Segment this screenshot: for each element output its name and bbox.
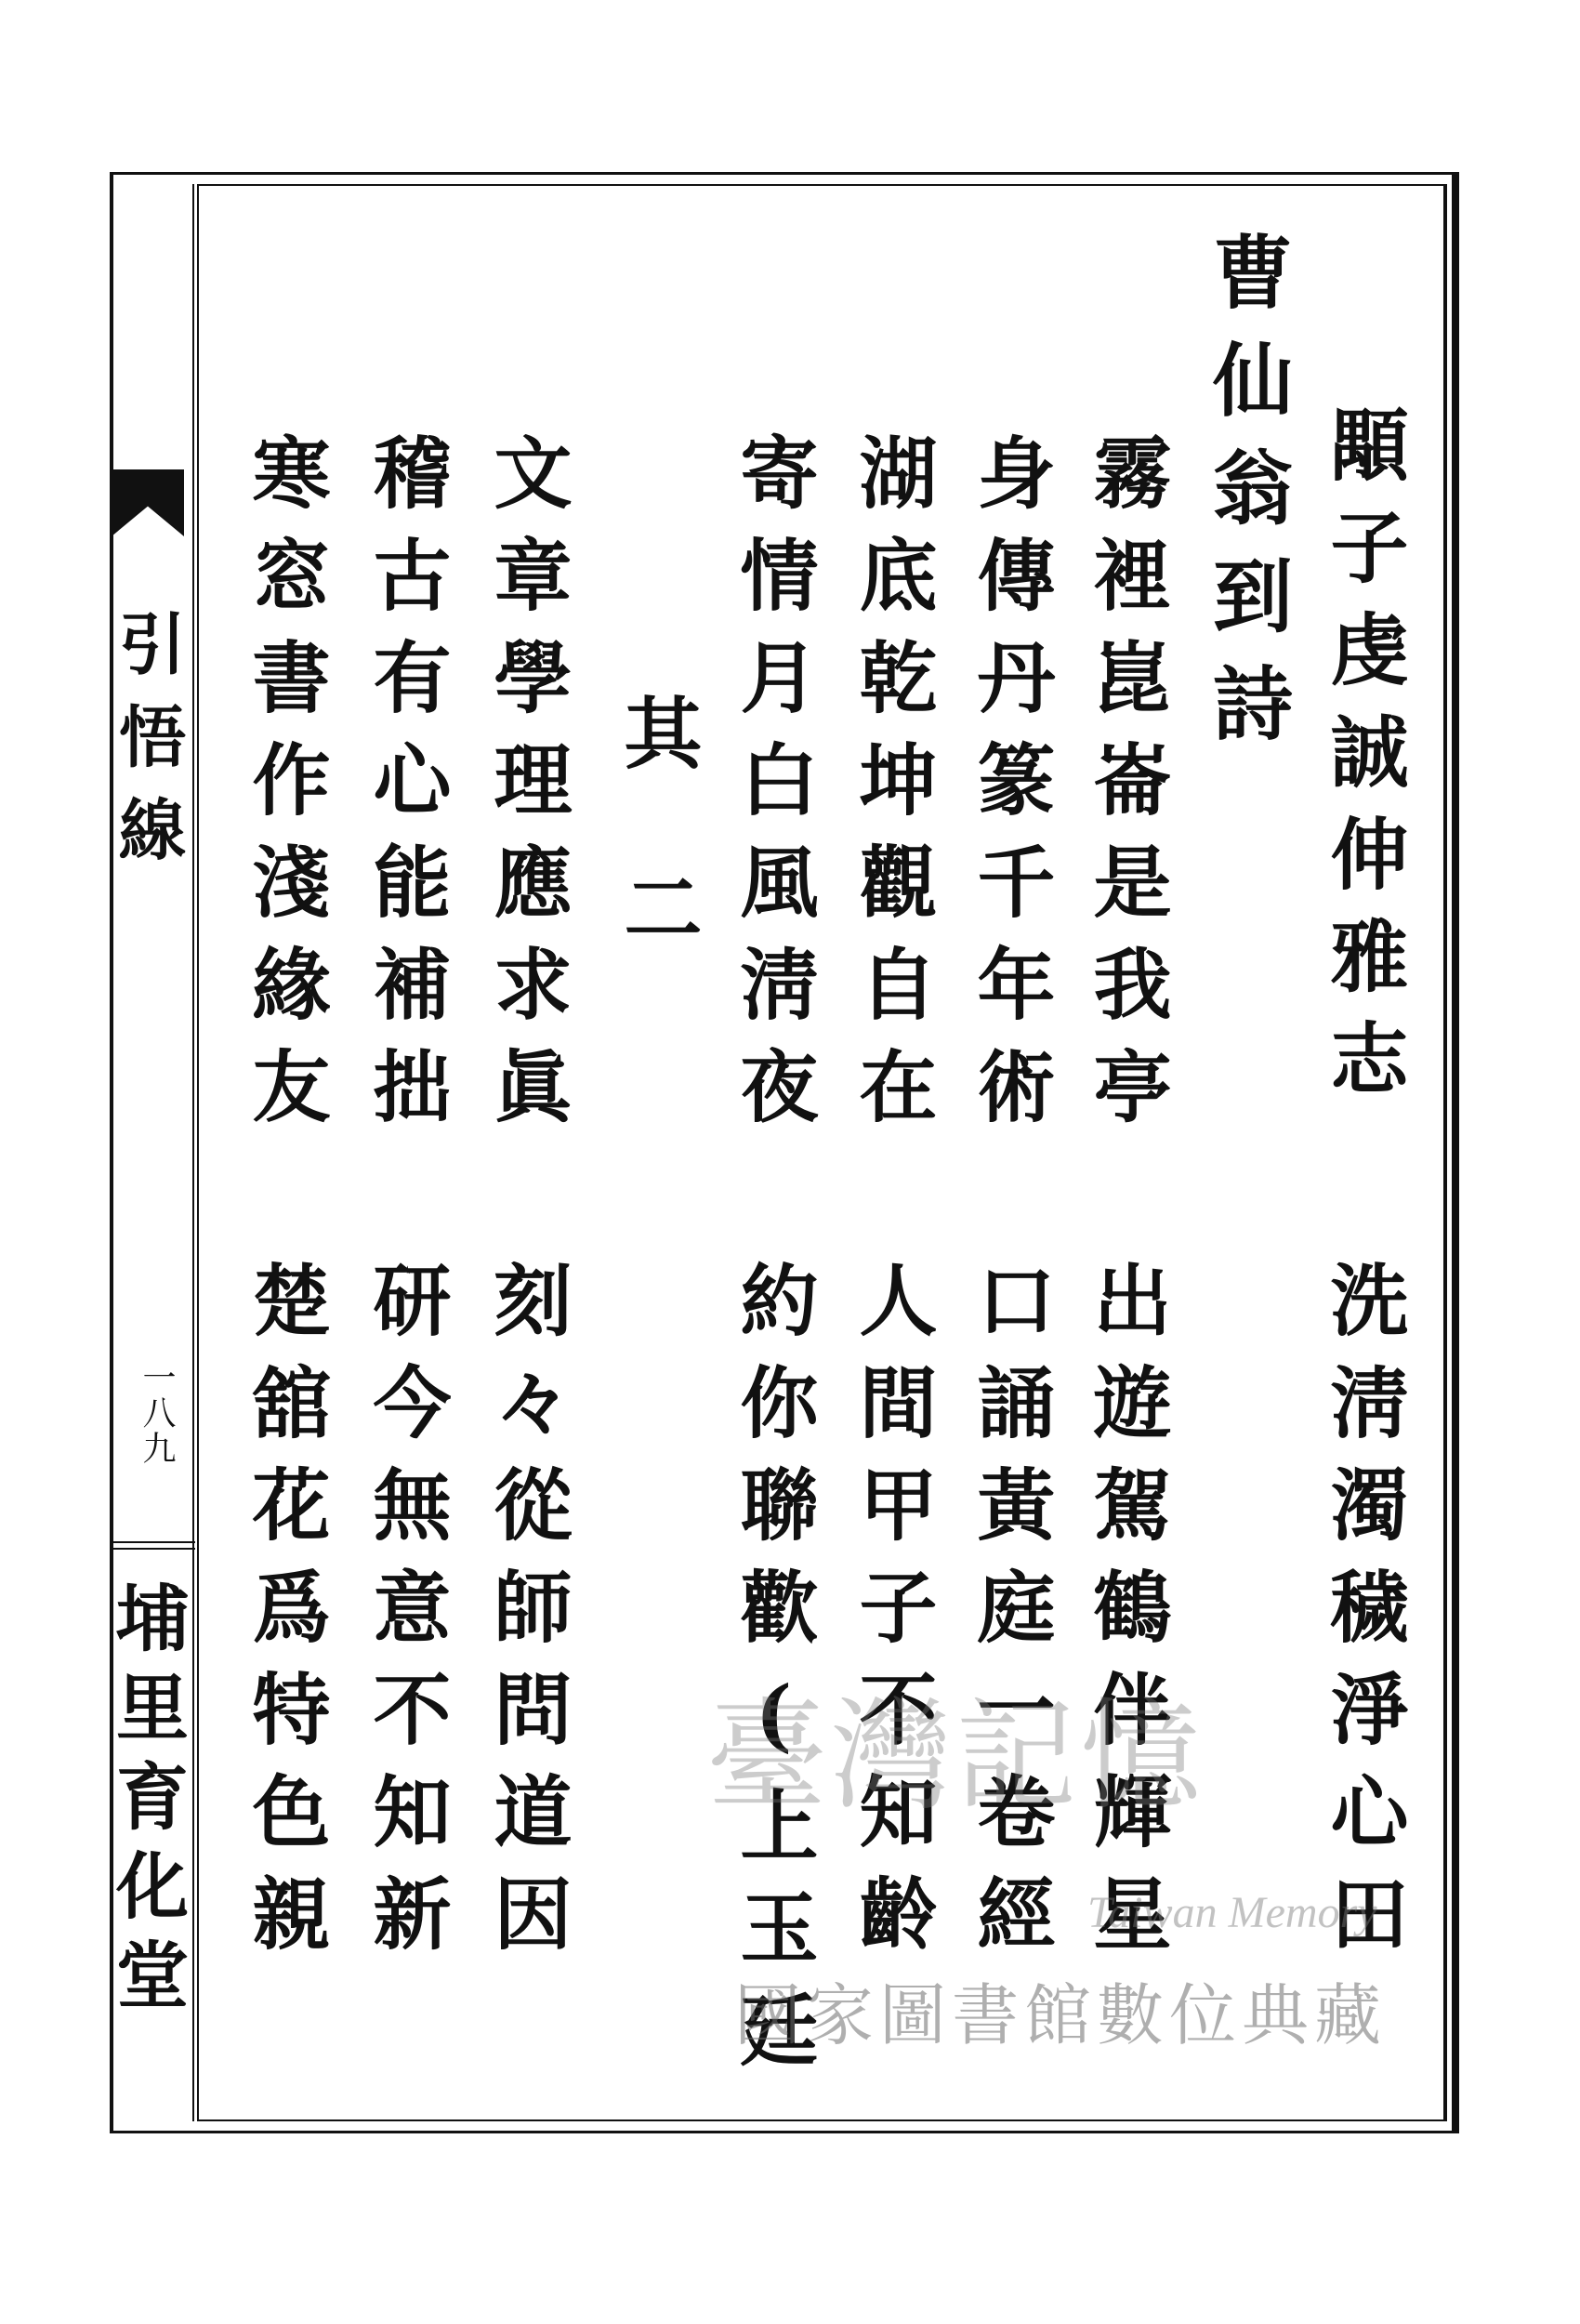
poem-line: 刻々從師問道因 xyxy=(481,1260,573,1975)
poem-line: 人間甲子不知齡 xyxy=(847,1260,939,1975)
margin-publisher: 埔里育化堂 xyxy=(104,1580,189,2027)
watermark-logo: 臺灣記憶 xyxy=(706,1685,1205,1827)
poem-line: 稽古有心能補拙 xyxy=(361,432,453,1148)
poem-line: 霧裡崑崙是我亭 xyxy=(1081,432,1173,1148)
poem-line: 湖底乾坤觀自在 xyxy=(847,432,939,1148)
poem-line: 文章學理應求眞 xyxy=(481,432,573,1148)
watermark-english: Taiwan Memory xyxy=(1087,1888,1377,1937)
poem-title: 曹仙翁到詩 xyxy=(1199,231,1293,770)
poem-line: 洗淸濁穢淨心田 xyxy=(1318,1260,1410,1975)
watermark-chinese: 國家圖書館數位典藏 xyxy=(734,1976,1388,2054)
poem-line: 口誦黃庭一卷經 xyxy=(965,1260,1057,1975)
margin-book-title: 引悟線 xyxy=(108,609,187,888)
poem-line: 約你聯歡(上玉廷 xyxy=(728,1260,820,2092)
poem-line: 身傳丹篆千年術 xyxy=(965,432,1057,1148)
poem-line: 寒窓書作淺緣友 xyxy=(240,432,332,1148)
margin-divider xyxy=(110,1541,195,1543)
margin-divider xyxy=(110,1548,195,1550)
poem-line: 研今無意不知新 xyxy=(361,1260,453,1975)
page-number: 一八九 xyxy=(138,1360,176,1466)
poem-line: 出遊駕鶴伴輝星 xyxy=(1081,1260,1173,1975)
poem-line: 寄情月白風淸夜 xyxy=(728,432,820,1148)
poem-line: 顒子虔誠伸雅志 xyxy=(1318,404,1410,1120)
poem-line: 楚舘花爲特色親 xyxy=(240,1260,332,1975)
margin-separator xyxy=(192,184,194,2121)
poem-subtitle: 其 二 xyxy=(612,693,704,955)
